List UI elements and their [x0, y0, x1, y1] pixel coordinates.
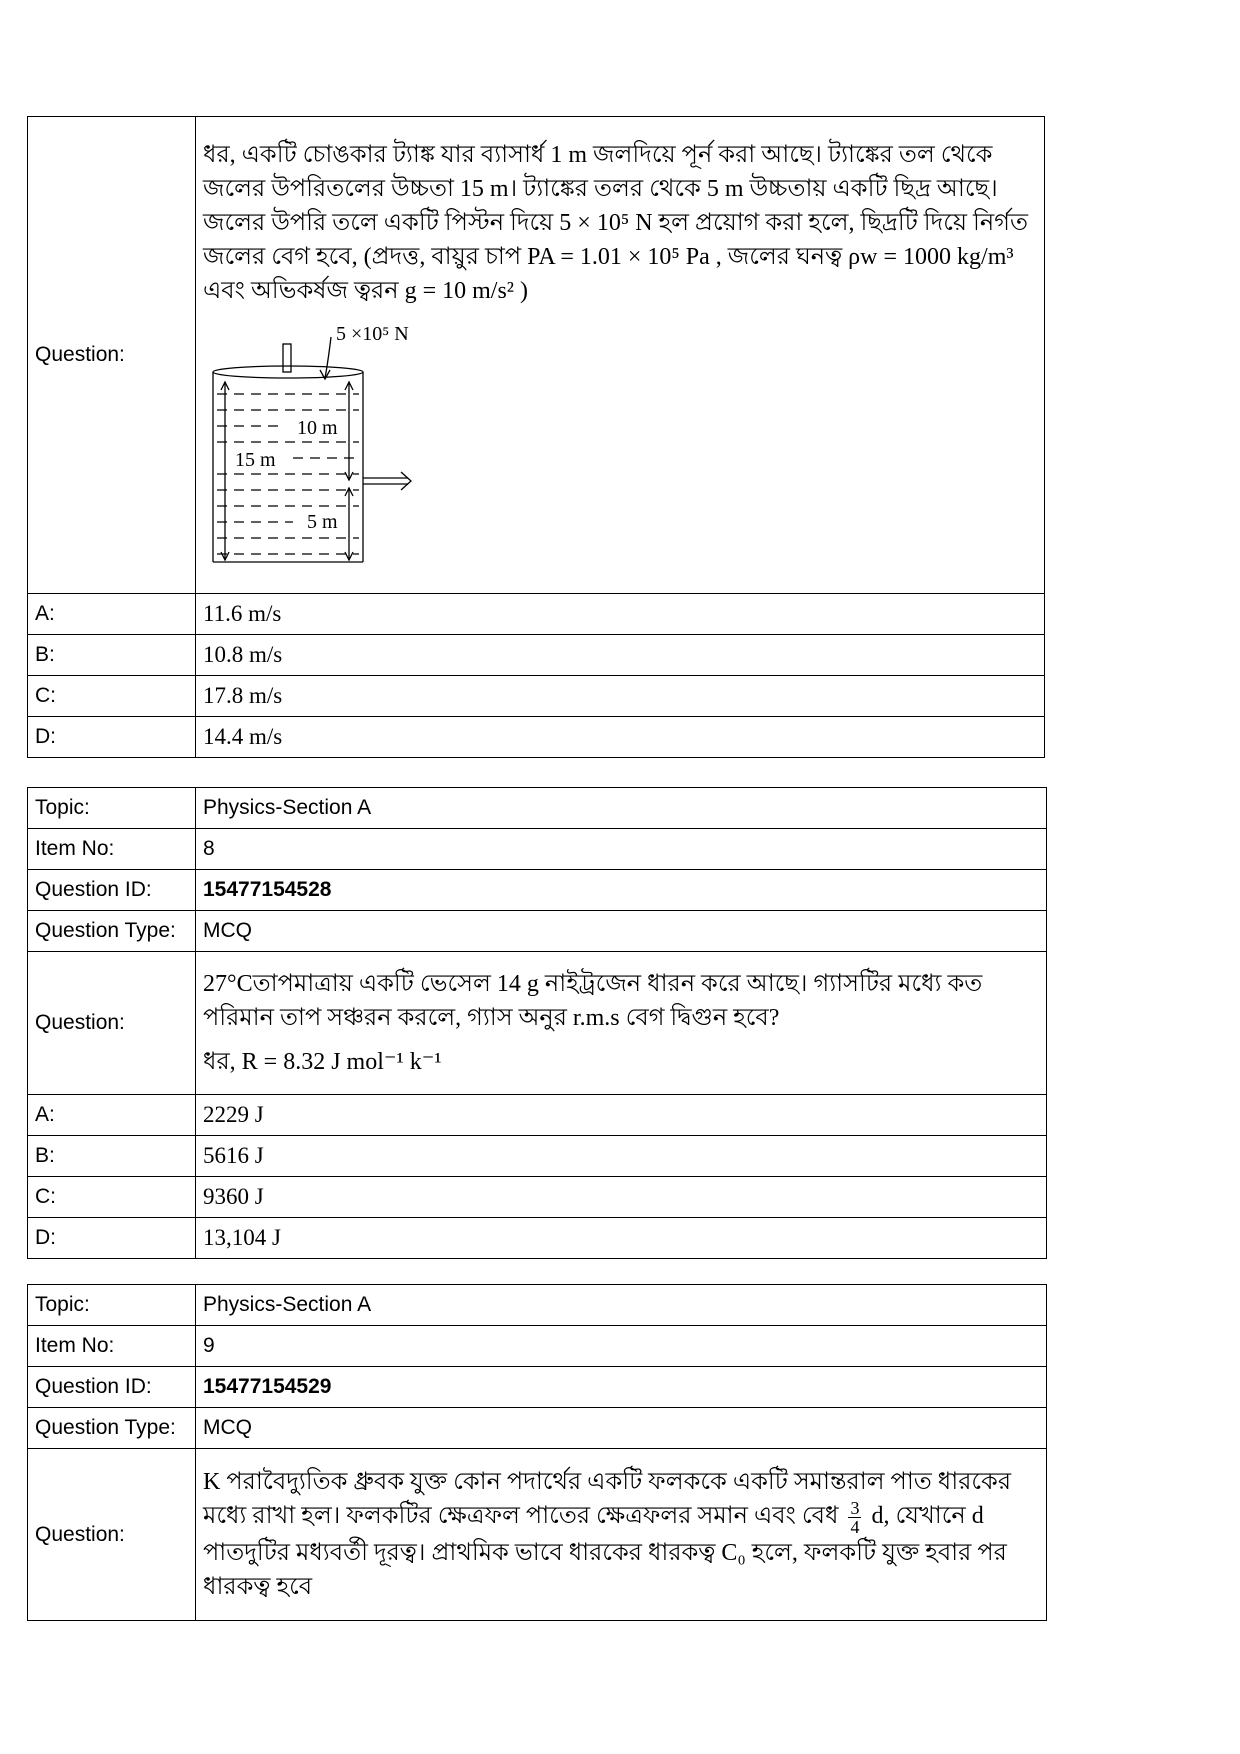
- item-no-label: Item No:: [28, 829, 196, 870]
- topic-label: Topic:: [28, 788, 196, 829]
- topic-label: Topic:: [28, 1285, 196, 1326]
- question-type-value: MCQ: [196, 911, 1047, 952]
- topic-value: Physics-Section A: [196, 1285, 1047, 1326]
- force-label: 5 ×10⁵ N: [336, 323, 409, 345]
- question-8-line-1: 27°Cতাপমাত্রায় একটি ভেসেল 14 g নাইট্রজেন ধারন করে আছে। গ্যাসটির মধ্যে কত পরিমান তাপ সঞ্চরন করলে, গ্যাস অনুর r.m.s বেগ দ্বিগুন হবে?: [203, 971, 983, 1031]
- question-8-text-cell: [196, 952, 1047, 1095]
- question-9-table: [27, 1284, 1047, 1621]
- question-id-value: 15477154528: [196, 870, 1047, 911]
- question-9-text-cell: [196, 1449, 1047, 1621]
- question-7-table: [27, 116, 1045, 758]
- question-type-label: Question Type:: [28, 1408, 196, 1449]
- fraction-numerator: 3: [850, 1498, 860, 1518]
- dim-5m-label: 5 m: [307, 511, 338, 533]
- question-label: Question:: [28, 952, 196, 1095]
- question-id-label: Question ID:: [28, 1367, 196, 1408]
- option-a: 11.6 m/s: [196, 594, 1045, 635]
- fraction-three-quarters: [848, 1499, 861, 1536]
- option-c: 9360 J: [196, 1177, 1047, 1218]
- option-b: 5616 J: [196, 1136, 1047, 1177]
- option-c: 17.8 m/s: [196, 676, 1045, 717]
- question-7-text-cell: [196, 117, 1045, 594]
- question-id-label: Question ID:: [28, 870, 196, 911]
- option-d: 13,104 J: [196, 1218, 1047, 1259]
- option-a: 2229 J: [196, 1095, 1047, 1136]
- item-no-value: 8: [196, 829, 1047, 870]
- item-no-value: 9: [196, 1326, 1047, 1367]
- option-b-label: B:: [28, 635, 196, 676]
- option-d-label: D:: [28, 1218, 196, 1259]
- question-8-line-2: ধর, R = 8.32 J mol⁻¹ k⁻¹: [203, 1049, 442, 1075]
- question-label: Question:: [28, 117, 196, 594]
- option-a-label: A:: [28, 1095, 196, 1136]
- dim-10m-label: 10 m: [297, 417, 338, 439]
- question-7-text: ধর, একটি চোঙকার ট্যাঙ্ক যার ব্যাসার্ধ 1 m জলদিয়ে পূর্ন করা আছে। ট্যাঙ্কের তল থেকে জলের উপরিতলের উচ্চতা 15 m। ট্যাঙ্কের তলর থেকে 5 m উচ্চতায় একটি ছিদ্র আছে। জলের উপরি তলে একটি পিস্টন দিয়ে 5 × 10⁵ N হল প্রয়োগ করা হলে, ছিদ্রটি দিয়ে নির্গত জলের বেগ হবে, (প্রদত্ত, বায়ুর চাপ PA = 1.01 × 10⁵ Pa , জলের ঘনত্ব ρw = 1000 kg/m³ এবং অভিকর্ষজ ত্বরন g = 10 m/s² ): [203, 142, 1028, 304]
- option-a-label: A:: [28, 594, 196, 635]
- option-c-label: C:: [28, 676, 196, 717]
- question-8-table: [27, 787, 1047, 1259]
- option-c-label: C:: [28, 1177, 196, 1218]
- option-b: 10.8 m/s: [196, 635, 1045, 676]
- option-b-label: B:: [28, 1136, 196, 1177]
- question-9-text-part-2: d, যেখানে d পাতদুটির মধ্যবর্তী দূরত্ব। প্রাথমিক ভাবে ধারকের ধারকত্ব C₀ হলে, ফলকটি যুক্ত হবার পর ধারকত্ব হবে: [203, 1503, 1007, 1600]
- item-no-label: Item No:: [28, 1326, 196, 1367]
- question-id-value: 15477154529: [196, 1367, 1047, 1408]
- option-d-label: D:: [28, 717, 196, 758]
- question-label: Question:: [28, 1449, 196, 1621]
- dim-15m-label: 15 m: [235, 449, 276, 471]
- fraction-denominator: 4: [850, 1517, 860, 1537]
- topic-value: Physics-Section A: [196, 788, 1047, 829]
- question-type-label: Question Type:: [28, 911, 196, 952]
- tank-diagram: [203, 322, 443, 572]
- option-d: 14.4 m/s: [196, 717, 1045, 758]
- question-9-text-part-1: K পরাবৈদ্যুতিক ধ্রুবক যুক্ত কোন পদার্থের একটি ফলককে একটি সমান্তরাল পাত ধারকের মধ্যে রাখা হল। ফলকটির ক্ষেত্রফল পাতের ক্ষেত্রফলর সমান এবং বেধ: [203, 1469, 1012, 1530]
- question-type-value: MCQ: [196, 1408, 1047, 1449]
